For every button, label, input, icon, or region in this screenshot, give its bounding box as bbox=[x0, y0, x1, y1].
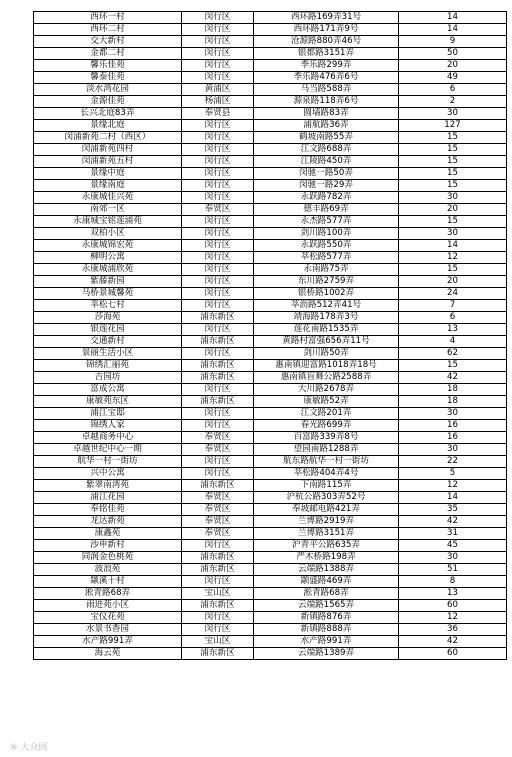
table-row bbox=[34, 504, 507, 516]
address-cell: 云端路1389弄 bbox=[254, 648, 399, 660]
address-cell: 航东路航华一村一街坊 bbox=[254, 456, 399, 468]
table-row bbox=[34, 600, 507, 612]
count-cell: 18 bbox=[399, 396, 507, 408]
table-row bbox=[34, 444, 507, 456]
table-row bbox=[34, 204, 507, 216]
address-cell: 黄路村富强656弄11号 bbox=[254, 336, 399, 348]
table-row bbox=[34, 144, 507, 156]
address-cell: 下南路115弄 bbox=[254, 480, 399, 492]
district-cell: 闵行区 bbox=[182, 132, 254, 144]
table-row bbox=[34, 420, 507, 432]
address-cell: 马当路588弄 bbox=[254, 84, 399, 96]
district-cell: 闵行区 bbox=[182, 120, 254, 132]
community-name-cell: 长兴北庭83弄 bbox=[34, 108, 182, 120]
address-cell: 靖海路178弄3号 bbox=[254, 312, 399, 324]
community-name-cell: 闵浦新苑二村（西区） bbox=[34, 132, 182, 144]
table-row bbox=[34, 648, 507, 660]
district-cell: 闵行区 bbox=[182, 348, 254, 360]
community-name-cell: 卓越商务中心 bbox=[34, 432, 182, 444]
count-cell: 42 bbox=[399, 516, 507, 528]
watermark: ※ 大众网 bbox=[10, 743, 48, 753]
count-cell: 16 bbox=[399, 432, 507, 444]
district-cell: 闵行区 bbox=[182, 156, 254, 168]
address-cell: 永南路75弄 bbox=[254, 264, 399, 276]
community-name-cell: 康敏苑东区 bbox=[34, 396, 182, 408]
district-cell: 奉贤区 bbox=[182, 516, 254, 528]
count-cell: 5 bbox=[399, 468, 507, 480]
district-cell: 奉贤区 bbox=[182, 504, 254, 516]
district-cell: 浦东新区 bbox=[182, 564, 254, 576]
table-row bbox=[34, 168, 507, 180]
count-cell: 15 bbox=[399, 156, 507, 168]
count-cell: 45 bbox=[399, 540, 507, 552]
community-name-cell: 南郊一区 bbox=[34, 204, 182, 216]
community-name-cell: 西环一村 bbox=[34, 12, 182, 24]
address-cell: 永杰路577弄 bbox=[254, 216, 399, 228]
address-cell: 鹤坡南路55弄 bbox=[254, 132, 399, 144]
district-cell: 闵行区 bbox=[182, 288, 254, 300]
table-row bbox=[34, 300, 507, 312]
count-cell: 12 bbox=[399, 252, 507, 264]
district-cell: 浦东新区 bbox=[182, 372, 254, 384]
address-cell: 水产路991弄 bbox=[254, 636, 399, 648]
community-name-cell: 宝仪花苑 bbox=[34, 612, 182, 624]
table-row bbox=[34, 108, 507, 120]
district-cell: 浦东新区 bbox=[182, 552, 254, 564]
table-row bbox=[34, 480, 507, 492]
district-cell: 闵行区 bbox=[182, 240, 254, 252]
table-row bbox=[34, 156, 507, 168]
district-cell: 闵行区 bbox=[182, 192, 254, 204]
address-cell: 季乐路476弄6号 bbox=[254, 72, 399, 84]
count-cell: 42 bbox=[399, 636, 507, 648]
count-cell: 35 bbox=[399, 504, 507, 516]
district-cell: 闵行区 bbox=[182, 540, 254, 552]
community-name-cell: 浦江花园 bbox=[34, 492, 182, 504]
address-cell: 康敏路52弄 bbox=[254, 396, 399, 408]
community-name-cell: 吉园坊 bbox=[34, 372, 182, 384]
table-row bbox=[34, 72, 507, 84]
community-name-cell: 海云苑 bbox=[34, 648, 182, 660]
table-row bbox=[34, 624, 507, 636]
count-cell: 20 bbox=[399, 204, 507, 216]
count-cell: 15 bbox=[399, 168, 507, 180]
table-row bbox=[34, 36, 507, 48]
community-name-cell: 康鑫苑 bbox=[34, 528, 182, 540]
count-cell: 30 bbox=[399, 444, 507, 456]
table-row bbox=[34, 180, 507, 192]
district-cell: 闵行区 bbox=[182, 216, 254, 228]
address-cell: 银桥路1002弄 bbox=[254, 288, 399, 300]
count-cell: 31 bbox=[399, 528, 507, 540]
housing-list-table bbox=[33, 11, 507, 660]
community-name-cell: 莘松七村 bbox=[34, 300, 182, 312]
count-cell: 20 bbox=[399, 60, 507, 72]
table-row bbox=[34, 48, 507, 60]
community-name-cell: 馨泰佳苑 bbox=[34, 72, 182, 84]
table-row bbox=[34, 564, 507, 576]
table-row bbox=[34, 468, 507, 480]
community-name-cell: 卓越世纪中心一期 bbox=[34, 444, 182, 456]
district-cell: 闵行区 bbox=[182, 60, 254, 72]
community-name-cell: 金源佳苑 bbox=[34, 96, 182, 108]
count-cell: 15 bbox=[399, 144, 507, 156]
community-name-cell: 雨进苑小区 bbox=[34, 600, 182, 612]
address-cell: 春光路699弄 bbox=[254, 420, 399, 432]
address-cell: 严木桥路198弄 bbox=[254, 552, 399, 564]
address-cell: 东川路2759弄 bbox=[254, 276, 399, 288]
address-cell: 奉坡邮电路421弄 bbox=[254, 504, 399, 516]
count-cell: 30 bbox=[399, 108, 507, 120]
community-name-cell: 闵浦新苑五村 bbox=[34, 156, 182, 168]
table-row bbox=[34, 132, 507, 144]
district-cell: 宝山区 bbox=[182, 588, 254, 600]
table-row bbox=[34, 216, 507, 228]
address-cell: 江文路688弄 bbox=[254, 144, 399, 156]
table-row bbox=[34, 612, 507, 624]
count-cell: 49 bbox=[399, 72, 507, 84]
community-name-cell: 龙达新苑 bbox=[34, 516, 182, 528]
community-name-cell: 交通新村 bbox=[34, 336, 182, 348]
count-cell: 22 bbox=[399, 456, 507, 468]
community-name-cell: 淡水湾花园 bbox=[34, 84, 182, 96]
district-cell: 浦东新区 bbox=[182, 480, 254, 492]
address-cell: 云端路1388弄 bbox=[254, 564, 399, 576]
count-cell: 127 bbox=[399, 120, 507, 132]
address-cell: 闵驰一路50弄 bbox=[254, 168, 399, 180]
table-row bbox=[34, 192, 507, 204]
district-cell: 闵行区 bbox=[182, 180, 254, 192]
count-cell: 15 bbox=[399, 132, 507, 144]
count-cell: 16 bbox=[399, 420, 507, 432]
district-cell: 闵行区 bbox=[182, 24, 254, 36]
count-cell: 13 bbox=[399, 324, 507, 336]
district-cell: 闵行区 bbox=[182, 420, 254, 432]
community-name-cell: 沙申新村 bbox=[34, 540, 182, 552]
count-cell: 62 bbox=[399, 348, 507, 360]
community-name-cell: 兴中公寓 bbox=[34, 468, 182, 480]
community-name-cell: 马桥景城馨苑 bbox=[34, 288, 182, 300]
address-cell: 剑川路50弄 bbox=[254, 348, 399, 360]
address-cell: 莘松路577弄 bbox=[254, 252, 399, 264]
count-cell: 18 bbox=[399, 384, 507, 396]
community-name-cell: 景缘南庭 bbox=[34, 180, 182, 192]
district-cell: 奉贤区 bbox=[182, 432, 254, 444]
address-cell: 剑川路100弄 bbox=[254, 228, 399, 240]
table-row bbox=[34, 348, 507, 360]
count-cell: 14 bbox=[399, 492, 507, 504]
community-name-cell: 奉铭佳苑 bbox=[34, 504, 182, 516]
table-row bbox=[34, 408, 507, 420]
table-row bbox=[34, 432, 507, 444]
address-cell: 江陵路450弄 bbox=[254, 156, 399, 168]
count-cell: 60 bbox=[399, 648, 507, 660]
count-cell: 36 bbox=[399, 624, 507, 636]
table-row bbox=[34, 528, 507, 540]
table-row bbox=[34, 60, 507, 72]
address-cell: 惠南镇盲舞公路2588弄 bbox=[254, 372, 399, 384]
address-cell: 德丰路69弄 bbox=[254, 204, 399, 216]
table-row bbox=[34, 636, 507, 648]
address-cell: 沪青平公路635弄 bbox=[254, 540, 399, 552]
community-name-cell: 西环二村 bbox=[34, 24, 182, 36]
district-cell: 浦东新区 bbox=[182, 312, 254, 324]
community-name-cell: 景缘中庭 bbox=[34, 168, 182, 180]
table-row bbox=[34, 372, 507, 384]
district-cell: 奉贤区 bbox=[182, 204, 254, 216]
table-row bbox=[34, 120, 507, 132]
address-cell: 惠南镇迎富路1018弄18号 bbox=[254, 360, 399, 372]
table-row bbox=[34, 576, 507, 588]
address-cell: 新镇路888弄 bbox=[254, 624, 399, 636]
address-cell: 云端路1565弄 bbox=[254, 600, 399, 612]
district-cell: 闵行区 bbox=[182, 264, 254, 276]
address-cell: 江文路201弄 bbox=[254, 408, 399, 420]
address-cell: 兰博路3151弄 bbox=[254, 528, 399, 540]
community-name-cell: 永康城锦宏苑 bbox=[34, 240, 182, 252]
table-body bbox=[34, 12, 507, 660]
community-name-cell: 双柏小区 bbox=[34, 228, 182, 240]
district-cell: 浦东新区 bbox=[182, 600, 254, 612]
address-cell: 莘松路404弄4号 bbox=[254, 468, 399, 480]
community-name-cell: 景丽生活小区 bbox=[34, 348, 182, 360]
address-cell: 大川路2678弄 bbox=[254, 384, 399, 396]
community-name-cell: 银莲花园 bbox=[34, 324, 182, 336]
table-row bbox=[34, 492, 507, 504]
district-cell: 闵行区 bbox=[182, 300, 254, 312]
count-cell: 24 bbox=[399, 288, 507, 300]
table-row bbox=[34, 360, 507, 372]
district-cell: 闵行区 bbox=[182, 144, 254, 156]
count-cell: 14 bbox=[399, 24, 507, 36]
count-cell: 8 bbox=[399, 576, 507, 588]
district-cell: 浦东新区 bbox=[182, 648, 254, 660]
district-cell: 奉贤区 bbox=[182, 492, 254, 504]
table-row bbox=[34, 396, 507, 408]
district-cell: 杨浦区 bbox=[182, 96, 254, 108]
district-cell: 闵行区 bbox=[182, 624, 254, 636]
district-cell: 奉贤县 bbox=[182, 108, 254, 120]
district-cell: 闵行区 bbox=[182, 612, 254, 624]
district-cell: 闵行区 bbox=[182, 456, 254, 468]
community-name-cell: 闵浦新苑四村 bbox=[34, 144, 182, 156]
community-name-cell: 锦绣人家 bbox=[34, 420, 182, 432]
community-name-cell: 颛溪十村 bbox=[34, 576, 182, 588]
address-cell: 闵驰一路29弄 bbox=[254, 180, 399, 192]
count-cell: 15 bbox=[399, 264, 507, 276]
address-cell: 百富路339弄8号 bbox=[254, 432, 399, 444]
district-cell: 闵行区 bbox=[182, 12, 254, 24]
count-cell: 30 bbox=[399, 228, 507, 240]
district-cell: 闵行区 bbox=[182, 228, 254, 240]
community-name-cell: 莎海苑 bbox=[34, 312, 182, 324]
address-cell: 西环路169弄31号 bbox=[254, 12, 399, 24]
district-cell: 闵行区 bbox=[182, 252, 254, 264]
district-cell: 奉贤区 bbox=[182, 444, 254, 456]
table-row bbox=[34, 336, 507, 348]
district-cell: 闵行区 bbox=[182, 408, 254, 420]
count-cell: 50 bbox=[399, 48, 507, 60]
count-cell: 6 bbox=[399, 312, 507, 324]
table-row bbox=[34, 288, 507, 300]
count-cell: 60 bbox=[399, 600, 507, 612]
address-cell: 望园南路1288弄 bbox=[254, 444, 399, 456]
table-row bbox=[34, 12, 507, 24]
community-name-cell: 柳明公寓 bbox=[34, 252, 182, 264]
community-name-cell: 锦绣汇丽苑 bbox=[34, 360, 182, 372]
address-cell: 浦航路36弄 bbox=[254, 120, 399, 132]
count-cell: 15 bbox=[399, 360, 507, 372]
community-name-cell: 淞青路68弄 bbox=[34, 588, 182, 600]
district-cell: 闵行区 bbox=[182, 468, 254, 480]
table-row bbox=[34, 588, 507, 600]
table-row bbox=[34, 552, 507, 564]
table-row bbox=[34, 96, 507, 108]
district-cell: 闵行区 bbox=[182, 48, 254, 60]
count-cell: 12 bbox=[399, 612, 507, 624]
community-name-cell: 交大新村 bbox=[34, 36, 182, 48]
community-name-cell: 永康城浦欣苑 bbox=[34, 264, 182, 276]
address-cell: 沪杭公路303弄52号 bbox=[254, 492, 399, 504]
table-row bbox=[34, 228, 507, 240]
community-name-cell: 富成公寓 bbox=[34, 384, 182, 396]
community-name-cell: 紫翠南湾苑 bbox=[34, 480, 182, 492]
table-row bbox=[34, 516, 507, 528]
table-row bbox=[34, 264, 507, 276]
count-cell: 13 bbox=[399, 588, 507, 600]
district-cell: 浦东新区 bbox=[182, 360, 254, 372]
count-cell: 51 bbox=[399, 564, 507, 576]
table-row bbox=[34, 84, 507, 96]
count-cell: 20 bbox=[399, 276, 507, 288]
count-cell: 9 bbox=[399, 36, 507, 48]
community-name-cell: 馨乐佳苑 bbox=[34, 60, 182, 72]
table-row bbox=[34, 540, 507, 552]
community-name-cell: 水产路991弄 bbox=[34, 636, 182, 648]
count-cell: 12 bbox=[399, 480, 507, 492]
count-cell: 2 bbox=[399, 96, 507, 108]
district-cell: 浦东新区 bbox=[182, 396, 254, 408]
table-row bbox=[34, 276, 507, 288]
table-row bbox=[34, 24, 507, 36]
address-cell: 永跃路782弄 bbox=[254, 192, 399, 204]
address-cell: 西环路171弄9号 bbox=[254, 24, 399, 36]
count-cell: 30 bbox=[399, 192, 507, 204]
district-cell: 闵行区 bbox=[182, 168, 254, 180]
community-name-cell: 浦江宝邸 bbox=[34, 408, 182, 420]
community-name-cell: 同润金色桃苑 bbox=[34, 552, 182, 564]
address-cell: 莲花南路1535弄 bbox=[254, 324, 399, 336]
table-row bbox=[34, 312, 507, 324]
district-cell: 闵行区 bbox=[182, 72, 254, 84]
community-name-cell: 金都二村 bbox=[34, 48, 182, 60]
address-cell: 季乐路299弄 bbox=[254, 60, 399, 72]
address-cell: 永跃路550弄 bbox=[254, 240, 399, 252]
table-row bbox=[34, 324, 507, 336]
community-name-cell: 永康城宝铭莲浦苑 bbox=[34, 216, 182, 228]
community-name-cell: 航华一村一街坊 bbox=[34, 456, 182, 468]
count-cell: 30 bbox=[399, 552, 507, 564]
address-cell: 银都路3151弄 bbox=[254, 48, 399, 60]
count-cell: 15 bbox=[399, 216, 507, 228]
table-row bbox=[34, 252, 507, 264]
count-cell: 4 bbox=[399, 336, 507, 348]
address-cell: 新镇路876弄 bbox=[254, 612, 399, 624]
address-cell: 莘沥路512弄41号 bbox=[254, 300, 399, 312]
community-name-cell: 永康城佳兴苑 bbox=[34, 192, 182, 204]
count-cell: 7 bbox=[399, 300, 507, 312]
table-row bbox=[34, 384, 507, 396]
district-cell: 奉贤区 bbox=[182, 528, 254, 540]
community-name-cell: 水景书香园 bbox=[34, 624, 182, 636]
community-name-cell: 景缘北庭 bbox=[34, 120, 182, 132]
count-cell: 42 bbox=[399, 372, 507, 384]
address-cell: 沧源路880弄46号 bbox=[254, 36, 399, 48]
district-cell: 黄浦区 bbox=[182, 84, 254, 96]
count-cell: 6 bbox=[399, 84, 507, 96]
count-cell: 14 bbox=[399, 240, 507, 252]
address-cell: 兰博路2919弄 bbox=[254, 516, 399, 528]
address-cell: 圆墙路83弄 bbox=[254, 108, 399, 120]
district-cell: 闵行区 bbox=[182, 36, 254, 48]
count-cell: 15 bbox=[399, 180, 507, 192]
table-row bbox=[34, 240, 507, 252]
district-cell: 浦东新区 bbox=[182, 336, 254, 348]
count-cell: 30 bbox=[399, 408, 507, 420]
address-cell: 颛盛路469弄 bbox=[254, 576, 399, 588]
district-cell: 闵行区 bbox=[182, 576, 254, 588]
district-cell: 闵行区 bbox=[182, 384, 254, 396]
community-name-cell: 波浪苑 bbox=[34, 564, 182, 576]
district-cell: 闵行区 bbox=[182, 324, 254, 336]
address-cell: 源泉路118弄6号 bbox=[254, 96, 399, 108]
count-cell: 14 bbox=[399, 12, 507, 24]
district-cell: 宝山区 bbox=[182, 636, 254, 648]
district-cell: 闵行区 bbox=[182, 276, 254, 288]
address-cell: 淞青路68弄 bbox=[254, 588, 399, 600]
table-row bbox=[34, 456, 507, 468]
community-name-cell: 紫藤新园 bbox=[34, 276, 182, 288]
